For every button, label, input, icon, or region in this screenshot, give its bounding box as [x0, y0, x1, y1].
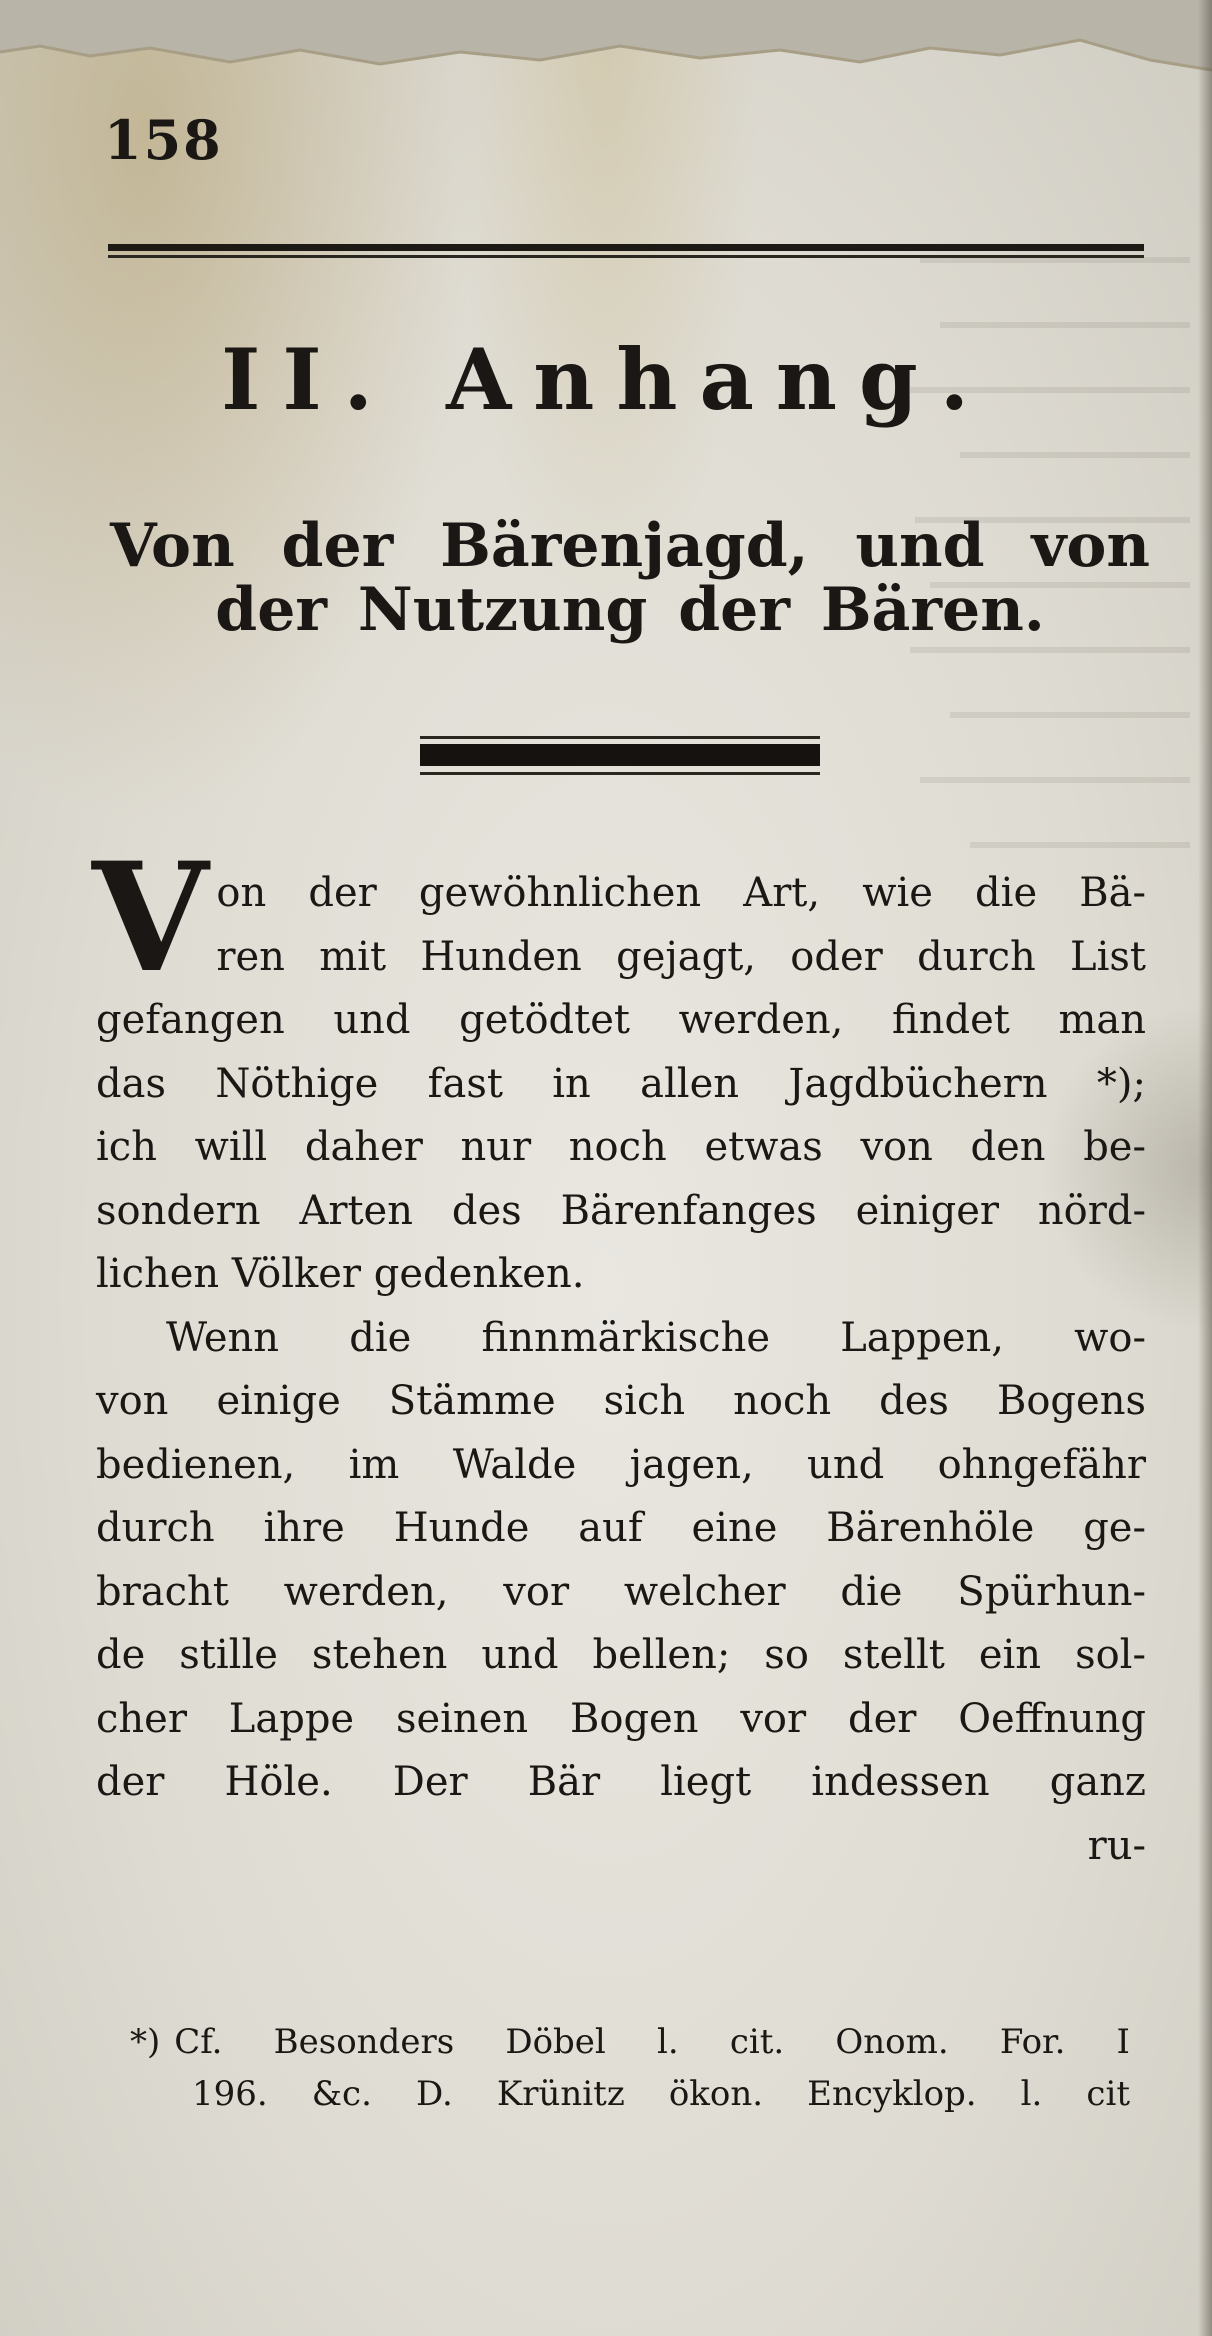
- page-number: 158: [104, 108, 223, 172]
- text-line: bedienen, im Walde jagen, und ohngefähr: [96, 1441, 1146, 1488]
- section-heading: II. Anhang.: [221, 330, 991, 429]
- text-line: gefangen und getödtet werden, findet man: [96, 997, 1146, 1043]
- text-line: lichen Völker gedenken.: [96, 1251, 585, 1297]
- catchword: ru-: [1087, 1822, 1146, 1869]
- drop-cap: V: [92, 830, 209, 1006]
- body-text: [92, 830, 1146, 1878]
- text-line: das Nöthige fast in allen Jagdbüchern *);: [96, 1060, 1146, 1107]
- text-line: sondern Arten des Bärenfanges einiger nörd-: [96, 1187, 1146, 1234]
- text-line: cher Lappe seinen Bogen vor der Oeffnung: [96, 1695, 1146, 1742]
- text-line: ren mit Hunden gejagt, oder durch List: [216, 933, 1146, 980]
- text-line: Wenn die finnmärkische Lappen, wo-: [166, 1314, 1146, 1361]
- footnote-line: [130, 2016, 1130, 2068]
- text-line: de stille stehen und bellen; so stellt ein sol-: [96, 1632, 1146, 1678]
- footnote-line: 196. &c. D. Krünitz ökon. Encyklop. l. cit: [192, 2074, 1130, 2114]
- text-line: ich will daher nur noch etwas von den be-: [96, 1124, 1146, 1170]
- footnote-marker: *): [130, 2022, 161, 2062]
- ornamental-rule: [420, 732, 820, 784]
- footnote: [130, 2016, 1130, 2120]
- subheading-line: der Nutzung der Bären.: [215, 574, 1045, 645]
- torn-top-edge: [0, 0, 1212, 90]
- text-line: on der gewöhnlichen Art, wie die Bä-: [216, 870, 1146, 916]
- first-paragraph-start: [92, 830, 1146, 1006]
- footnote-text: Cf. Besonders Döbel l. cit. Onom. For. I: [174, 2022, 1130, 2062]
- text-line: bracht werden, vor welcher die Spürhun-: [96, 1568, 1146, 1615]
- text-line: durch ihre Hunde auf eine Bärenhöle ge-: [96, 1505, 1146, 1551]
- subheading-line: Von der Bärenjagd, und von: [110, 511, 1150, 581]
- text-line: von einige Stämme sich noch des Bogens: [96, 1378, 1146, 1424]
- text-line: der Höle. Der Bär liegt indessen ganz: [96, 1759, 1146, 1805]
